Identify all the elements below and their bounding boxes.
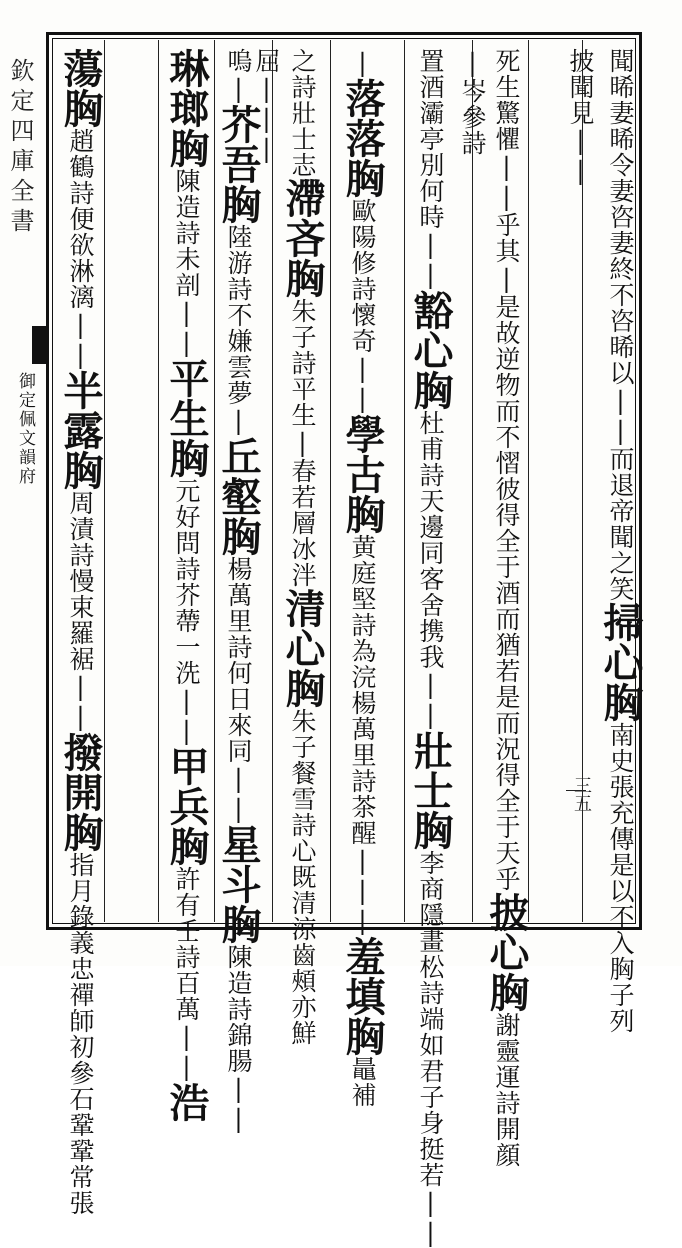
annotation-text: 之詩壯士 bbox=[288, 48, 317, 152]
annotation-text: 置酒灞亭別何時|| bbox=[416, 48, 445, 290]
text-column bbox=[163, 48, 210, 1122]
annotation-text: 南史張充傳是以不入胸子列 bbox=[606, 722, 635, 1034]
annotation-text: |岑參詩 bbox=[458, 48, 487, 156]
headword: 學古胸 bbox=[339, 414, 386, 534]
text-column bbox=[279, 48, 326, 1046]
headword: 滯吝胸 bbox=[279, 178, 326, 298]
annotation-text: 朱子詩平生|春若層冰泮 bbox=[288, 298, 317, 588]
annotation-text: 嗚| bbox=[224, 48, 253, 104]
headword: 撥開胸 bbox=[57, 732, 104, 852]
annotation-text: 元好問詩芥蔕一洗|| bbox=[172, 478, 201, 746]
folio-number: 三五 bbox=[571, 776, 592, 812]
annotation-text: 黄庭堅詩為浣楊萬里詩茶醒||| bbox=[348, 534, 377, 936]
page-margin bbox=[6, 38, 44, 924]
annotation-text: | bbox=[348, 48, 377, 78]
annotation-text: 鼂補 bbox=[348, 1056, 377, 1108]
headword: 甲兵胸 bbox=[163, 746, 210, 866]
text-column bbox=[339, 48, 386, 1108]
column-rule bbox=[158, 40, 159, 922]
annotation-text: 陳造詩錦腸|| bbox=[224, 944, 253, 1134]
headword: 芥吾胸 bbox=[215, 104, 262, 224]
text-column bbox=[452, 48, 492, 918]
headword: 落落胸 bbox=[339, 78, 386, 198]
headword: 浩 bbox=[163, 1082, 210, 1122]
annotation-text: 楊萬里詩何日來同|| bbox=[224, 556, 253, 824]
annotation-text: 歐陽修詩懷奇|| bbox=[348, 198, 377, 414]
headword: 平生胸 bbox=[163, 358, 210, 478]
column-rule bbox=[528, 40, 529, 922]
text-column bbox=[407, 48, 454, 1248]
headword: 蕩胸 bbox=[57, 48, 104, 128]
headword: 半露胸 bbox=[57, 370, 104, 490]
headword: 掃心胸 bbox=[597, 602, 644, 722]
text-column bbox=[597, 48, 644, 1034]
annotation-text: 周漬詩慢束羅裾|| bbox=[66, 490, 95, 732]
column-rule bbox=[104, 40, 105, 922]
headword: 琳瑯胸 bbox=[163, 48, 210, 168]
annotation-text: 披聞見|| bbox=[566, 48, 595, 186]
annotation-text: 死生驚懼||乎其|是故逆物而不慴彼得全于酒而猶若是而況得全于天乎 bbox=[492, 48, 521, 892]
headword: 清心胸 bbox=[279, 588, 326, 708]
annotation-text: 志 bbox=[288, 152, 317, 178]
text-column bbox=[215, 48, 262, 1134]
headword: 豁心胸 bbox=[407, 290, 454, 410]
annotation-text: 趙鶴詩便欲淋漓|| bbox=[66, 128, 95, 370]
column-rule bbox=[330, 40, 331, 922]
annotation-text: 陸游詩不嫌雲夢| bbox=[224, 224, 253, 436]
annotation-text: 指月錄義忠禪師初參石鞏鞏常張 bbox=[66, 852, 95, 1216]
book-title: 欽定四庫全書 bbox=[6, 58, 34, 238]
text-column bbox=[57, 48, 104, 1216]
annotation-text: 朱子餐雪詩心既清涼齒頰亦鮮 bbox=[288, 708, 317, 1046]
headword: 星斗胸 bbox=[215, 824, 262, 944]
column-rule bbox=[404, 40, 405, 922]
annotation-text: 屈||| bbox=[252, 48, 281, 164]
book-subtitle: 御定佩文韻府 bbox=[15, 372, 35, 486]
annotation-text: 謝靈運詩開顔 bbox=[492, 1012, 521, 1168]
annotation-text: 聞晞妻晞令妻咨妻終不咨晞以||而退帝聞之笑 bbox=[606, 48, 635, 602]
headword: 羞填胸 bbox=[339, 936, 386, 1056]
headword: 丘壑胸 bbox=[215, 436, 262, 556]
annotation-text: 杜甫詩天邊同客舍携我|| bbox=[416, 410, 445, 730]
annotation-text: 陳造詩未剖|| bbox=[172, 168, 201, 358]
annotation-text: 許有壬詩百萬|| bbox=[172, 866, 201, 1082]
headword: 披心胸 bbox=[483, 892, 530, 1012]
headword: 壯士胸 bbox=[407, 730, 454, 850]
annotation-text: 李商隱畫松詩端如君子身挺若|| bbox=[416, 850, 445, 1248]
text-column bbox=[483, 48, 530, 1168]
